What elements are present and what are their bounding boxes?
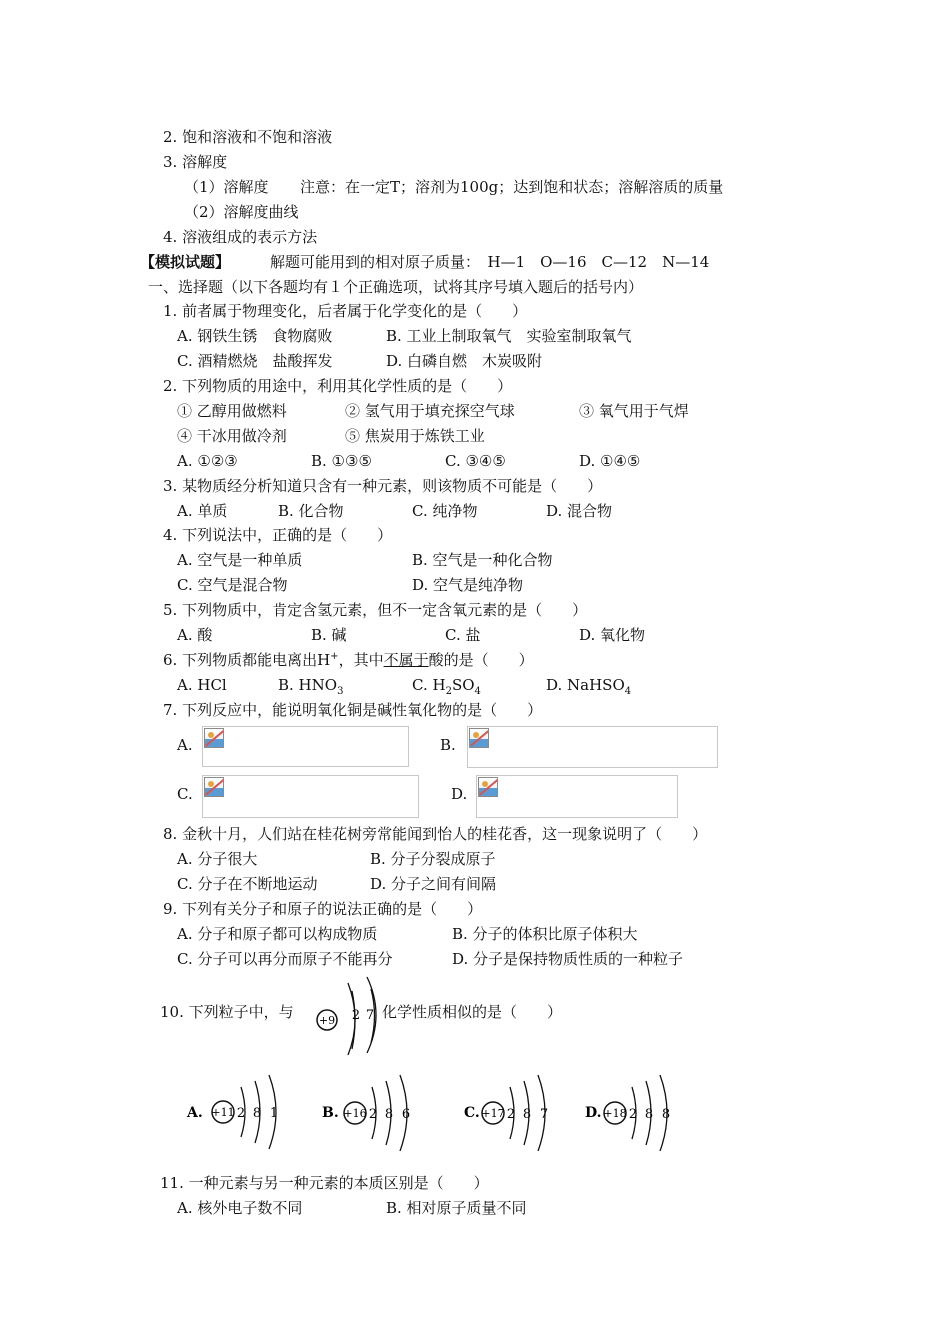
q3-option-a: A. 单质 [177, 502, 228, 520]
q2-statement-1: ① 乙醇用做燃料 [177, 402, 287, 420]
part-1-heading: 一、选择题（以下各题均有１个正确选项，试将其序号填入题后的括号内） [148, 278, 644, 296]
q5-option-a: A. 酸 [177, 626, 213, 644]
shell-electrons: 7 [365, 1008, 375, 1023]
q4-option-c: C. 空气是混合物 [177, 576, 288, 594]
q6-stem [163, 650, 534, 670]
shell-electrons: 8 [661, 1107, 671, 1122]
q2-option-a: A. ①②③ [177, 452, 238, 470]
shell-electrons: 6 [401, 1107, 411, 1122]
q10-option-c-letter: C. [464, 1105, 480, 1121]
q6-stem-mid: ，其中 [338, 651, 384, 669]
q11-option-b: B. 相对原子质量不同 [386, 1199, 527, 1217]
q5-option-c: C. 盐 [445, 626, 481, 644]
q6-stem-pre: 6. 下列物质都能电离出H [163, 651, 331, 669]
q10-reference-atom-diagram [312, 975, 384, 1055]
q6-option-c-text: C. H [412, 676, 446, 694]
outline-item-3-2: （2）溶解度曲线 [184, 203, 299, 221]
shell-electrons: 8 [252, 1106, 262, 1121]
q9-stem: 9. 下列有关分子和原子的说法正确的是（ ） [163, 900, 483, 918]
q7-option-b-image [467, 726, 718, 768]
q3-option-c: C. 纯净物 [412, 502, 478, 520]
q6-option-b-text: B. HNO [278, 676, 338, 694]
q10-option-d-letter: D. [585, 1105, 602, 1121]
q6-stem-sup: + [330, 651, 339, 662]
nucleus-charge: +9 [318, 1014, 336, 1027]
outline-item-2: 2. 饱和溶液和不饱和溶液 [163, 128, 333, 146]
broken-image-icon [204, 728, 224, 748]
q2-statement-5: ⑤ 焦炭用于炼铁工业 [345, 427, 485, 445]
q10-option-d-atom-diagram [583, 1073, 693, 1151]
q7-option-a-label: A. [177, 736, 193, 754]
outline-item-3-1-note: 注意：在一定T；溶剂为100g；达到饱和状态；溶解溶质的质量 [300, 178, 724, 196]
q10-option-a-letter: A. [187, 1105, 203, 1121]
q2-statement-3: ③ 氧气用于气焊 [579, 402, 689, 420]
q9-option-c: C. 分子可以再分而原子不能再分 [177, 950, 393, 968]
shell-electrons: 2 [506, 1107, 516, 1122]
q11-option-a: A. 核外电子数不同 [177, 1199, 303, 1217]
q11-stem: 11. 一种元素与另一种元素的本质区别是（ ） [160, 1174, 489, 1192]
q8-option-b: B. 分子分裂成原子 [370, 850, 496, 868]
q7-option-c-image [202, 775, 419, 818]
q8-stem: 8. 金秋十月，人们站在桂花树旁常能闻到怡人的桂花香，这一现象说明了（ ） [163, 825, 708, 843]
shell-electrons: 7 [539, 1107, 549, 1122]
q8-option-a: A. 分子很大 [177, 850, 258, 868]
q10-option-a-atom-diagram [185, 1073, 295, 1151]
q6-option-a: A. HCl [177, 676, 227, 694]
outline-item-3-1: （1）溶解度 [184, 178, 269, 196]
q4-stem: 4. 下列说法中，正确的是（ ） [163, 526, 393, 544]
q2-option-d: D. ①④⑤ [579, 452, 641, 470]
shell-electrons: 2 [236, 1106, 246, 1121]
q2-statement-2: ② 氢气用于填充探空气球 [345, 402, 515, 420]
q7-option-b-label: B. [440, 736, 456, 754]
q2-option-c: C. ③④⑤ [445, 452, 506, 470]
q6-option-d-text: D. NaHSO [546, 676, 625, 694]
q6-option-d [546, 675, 631, 695]
q7-option-d-image [476, 775, 678, 818]
q1-option-d: D. 白磷自燃 木炭吸附 [386, 352, 543, 370]
nucleus-charge: +16 [343, 1107, 367, 1120]
q7-option-c-label: C. [177, 785, 193, 803]
q9-option-d: D. 分子是保持物质性质的一种粒子 [452, 950, 684, 968]
q6-option-b-sub: 3 [337, 686, 344, 697]
shell-electrons: 2 [628, 1107, 638, 1122]
q4-option-d: D. 空气是纯净物 [412, 576, 524, 594]
broken-image-icon [469, 728, 489, 748]
q10-option-c-atom-diagram [462, 1073, 572, 1151]
q2-option-b: B. ①③⑤ [311, 452, 372, 470]
q5-option-d: D. 氧化物 [579, 626, 646, 644]
q9-option-a: A. 分子和原子都可以构成物质 [177, 925, 378, 943]
q6-stem-underline: 不属于 [383, 651, 429, 669]
q3-option-b: B. 化合物 [278, 502, 344, 520]
q8-option-d: D. 分子之间有间隔 [370, 875, 497, 893]
q6-stem-post: 酸的是（ ） [428, 651, 534, 669]
section-title: 【模拟试题】 [140, 253, 231, 271]
outline-item-3: 3. 溶解度 [163, 153, 228, 171]
nucleus-charge: +11 [211, 1106, 235, 1119]
q4-option-a: A. 空气是一种单质 [177, 551, 303, 569]
q7-stem: 7. 下列反应中，能说明氧化铜是碱性氧化物的是（ ） [163, 701, 543, 719]
q7-option-a-image [202, 726, 409, 767]
q6-option-b [278, 675, 343, 695]
atomic-masses: 解题可能用到的相对原子质量： H—1 O—16 C—12 N—14 [270, 253, 710, 271]
shell-electrons: 8 [384, 1107, 394, 1122]
q5-stem: 5. 下列物质中，肯定含氢元素，但不一定含氧元素的是（ ） [163, 601, 588, 619]
shell-electrons: 8 [644, 1107, 654, 1122]
q3-option-d: D. 混合物 [546, 502, 613, 520]
q2-stem: 2. 下列物质的用途中，利用其化学性质的是（ ） [163, 377, 513, 395]
broken-image-icon [478, 777, 498, 797]
q6-option-c [412, 675, 481, 695]
q6-option-c-sub1: 2 [445, 686, 452, 697]
q10-stem-pre: 10. 下列粒子中，与 [160, 1003, 294, 1021]
q8-option-c: C. 分子在不断地运动 [177, 875, 318, 893]
q7-option-d-label: D. [451, 785, 468, 803]
q1-stem: 1. 前者属于物理变化，后者属于化学变化的是（ ） [163, 302, 528, 320]
q1-option-a: A. 钢铁生锈 食物腐败 [177, 327, 333, 345]
q3-stem: 3. 某物质经分析知道只含有一种元素，则该物质不可能是（ ） [163, 477, 603, 495]
q9-option-b: B. 分子的体积比原子体积大 [452, 925, 638, 943]
q10-option-b-letter: B. [322, 1105, 339, 1121]
q6-option-c-sub2: 4 [474, 686, 481, 697]
broken-image-icon [204, 777, 224, 797]
q6-option-c-mid: SO [451, 676, 475, 694]
q10-stem-post: 化学性质相似的是（ ） [382, 1003, 563, 1021]
outline-item-4: 4. 溶液组成的表示方法 [163, 228, 318, 246]
shell-electrons: 2 [368, 1107, 378, 1122]
q6-option-d-sub: 4 [624, 686, 632, 697]
nucleus-charge: +18 [603, 1107, 627, 1120]
q10-option-b-atom-diagram [320, 1073, 430, 1151]
nucleus-charge: +17 [481, 1107, 505, 1120]
q4-option-b: B. 空气是一种化合物 [412, 551, 553, 569]
q1-option-c: C. 酒精燃烧 盐酸挥发 [177, 352, 333, 370]
shell-electrons: 1 [269, 1106, 279, 1121]
q5-option-b: B. 碱 [311, 626, 347, 644]
shell-electrons: 2 [351, 1008, 361, 1023]
q2-statement-4: ④ 干冰用做冷剂 [177, 427, 287, 445]
shell-electrons: 8 [522, 1107, 532, 1122]
q1-option-b: B. 工业上制取氧气 实验室制取氧气 [386, 327, 632, 345]
